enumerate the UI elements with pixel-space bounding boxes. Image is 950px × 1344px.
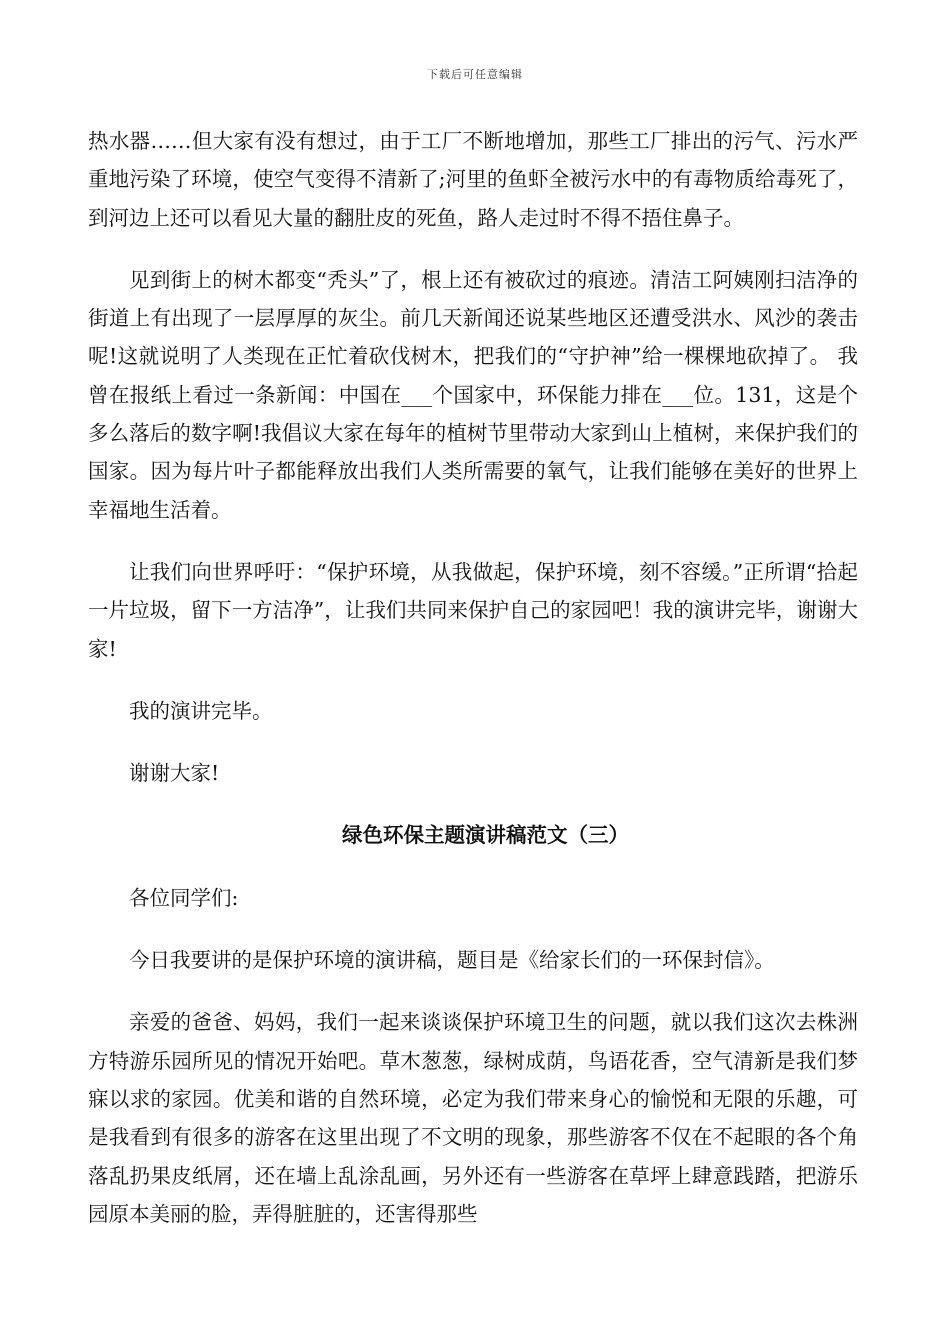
paragraph-gap bbox=[88, 855, 858, 879]
paragraph-gap bbox=[88, 668, 858, 692]
paragraph-greeting: 各位同学们: bbox=[129, 885, 239, 910]
page-header: 下载后可任意编辑 bbox=[427, 68, 523, 81]
paragraph-gap bbox=[88, 237, 858, 261]
paragraph-speech-end: 我的演讲完毕。 bbox=[129, 698, 273, 723]
paragraph-thanks: 谢谢大家! bbox=[129, 761, 220, 786]
paragraph-gap bbox=[88, 917, 858, 941]
section-heading: 绿色环保主题演讲稿范文（三） bbox=[342, 823, 629, 848]
document-body bbox=[88, 122, 858, 1233]
paragraph-gap bbox=[88, 792, 858, 816]
paragraph-gap bbox=[88, 529, 858, 553]
paragraph-factory-pollution: 热水器……但大家有没有想过，由于工厂不断地增加，那些工厂排出的污气、污水严重地污染了环境，使空气变得不清新了;河里的鱼虾全被污水中的有毒物质给毒死了，到河边上还可以看见大量的翻肚皮的死鱼，路人走过时不得不捂住鼻子。 bbox=[88, 129, 858, 230]
paragraph-appeal: 让我们向世界呼吁：“保护环境，从我做起，保护环境，刻不容缓。”正所谓“拾起一片垃圾，留下一方洁净”，让我们共同来保护自己的家园吧！我的演讲完毕，谢谢大家! bbox=[88, 559, 858, 661]
paragraph-topic: 今日我要讲的是保护环境的演讲稿，题目是《给家长们的一环保封信》。 bbox=[129, 948, 775, 973]
paragraph-tree-cutting: 见到街上的树木都变“秃头”了，根上还有被砍过的痕迹。清洁工阿姨刚扫洁净的街道上有出现了一层厚厚的灰尘。前几天新闻还说某些地区还遭受洪水、风沙的袭击呢!这就说明了人类现在正忙着砍伐树木，把我们的“守护神”给一棵棵地砍掉了。 我曾在报纸上看过一条新闻：中国在___个国家中，环保能力排在___位。131，这是个多么落后的数字啊!我倡议大家在每年的植树节里带动大家到山上植树，来保护我们的国家。因为每片叶子都能释放出我们人类所需要的氧气，让我们能够在美好的世界上幸福地生活着。 bbox=[88, 267, 858, 522]
paragraph-gap bbox=[88, 730, 858, 754]
paragraph-letter-body: 亲爱的爸爸、妈妈，我们一起来谈谈保护环境卫生的问题，就以我们这次去株洲方特游乐园所见的情况开始吧。草木葱葱，绿树成荫，鸟语花香，空气清新是我们梦寐以求的家园。优美和谐的自然环境，必定为我们带来身心的愉悦和无限的乐趣，可是我看到有很多的游客在这里出现了不文明的现象，那些游客不仅在不起眼的各个角落乱扔果皮纸屑，还在墙上乱涂乱画，另外还有一些游客在草坪上肆意践踏，把游乐园原本美丽的脸，弄得脏脏的，还害得那些 bbox=[88, 1010, 858, 1226]
paragraph-gap bbox=[88, 979, 858, 1003]
